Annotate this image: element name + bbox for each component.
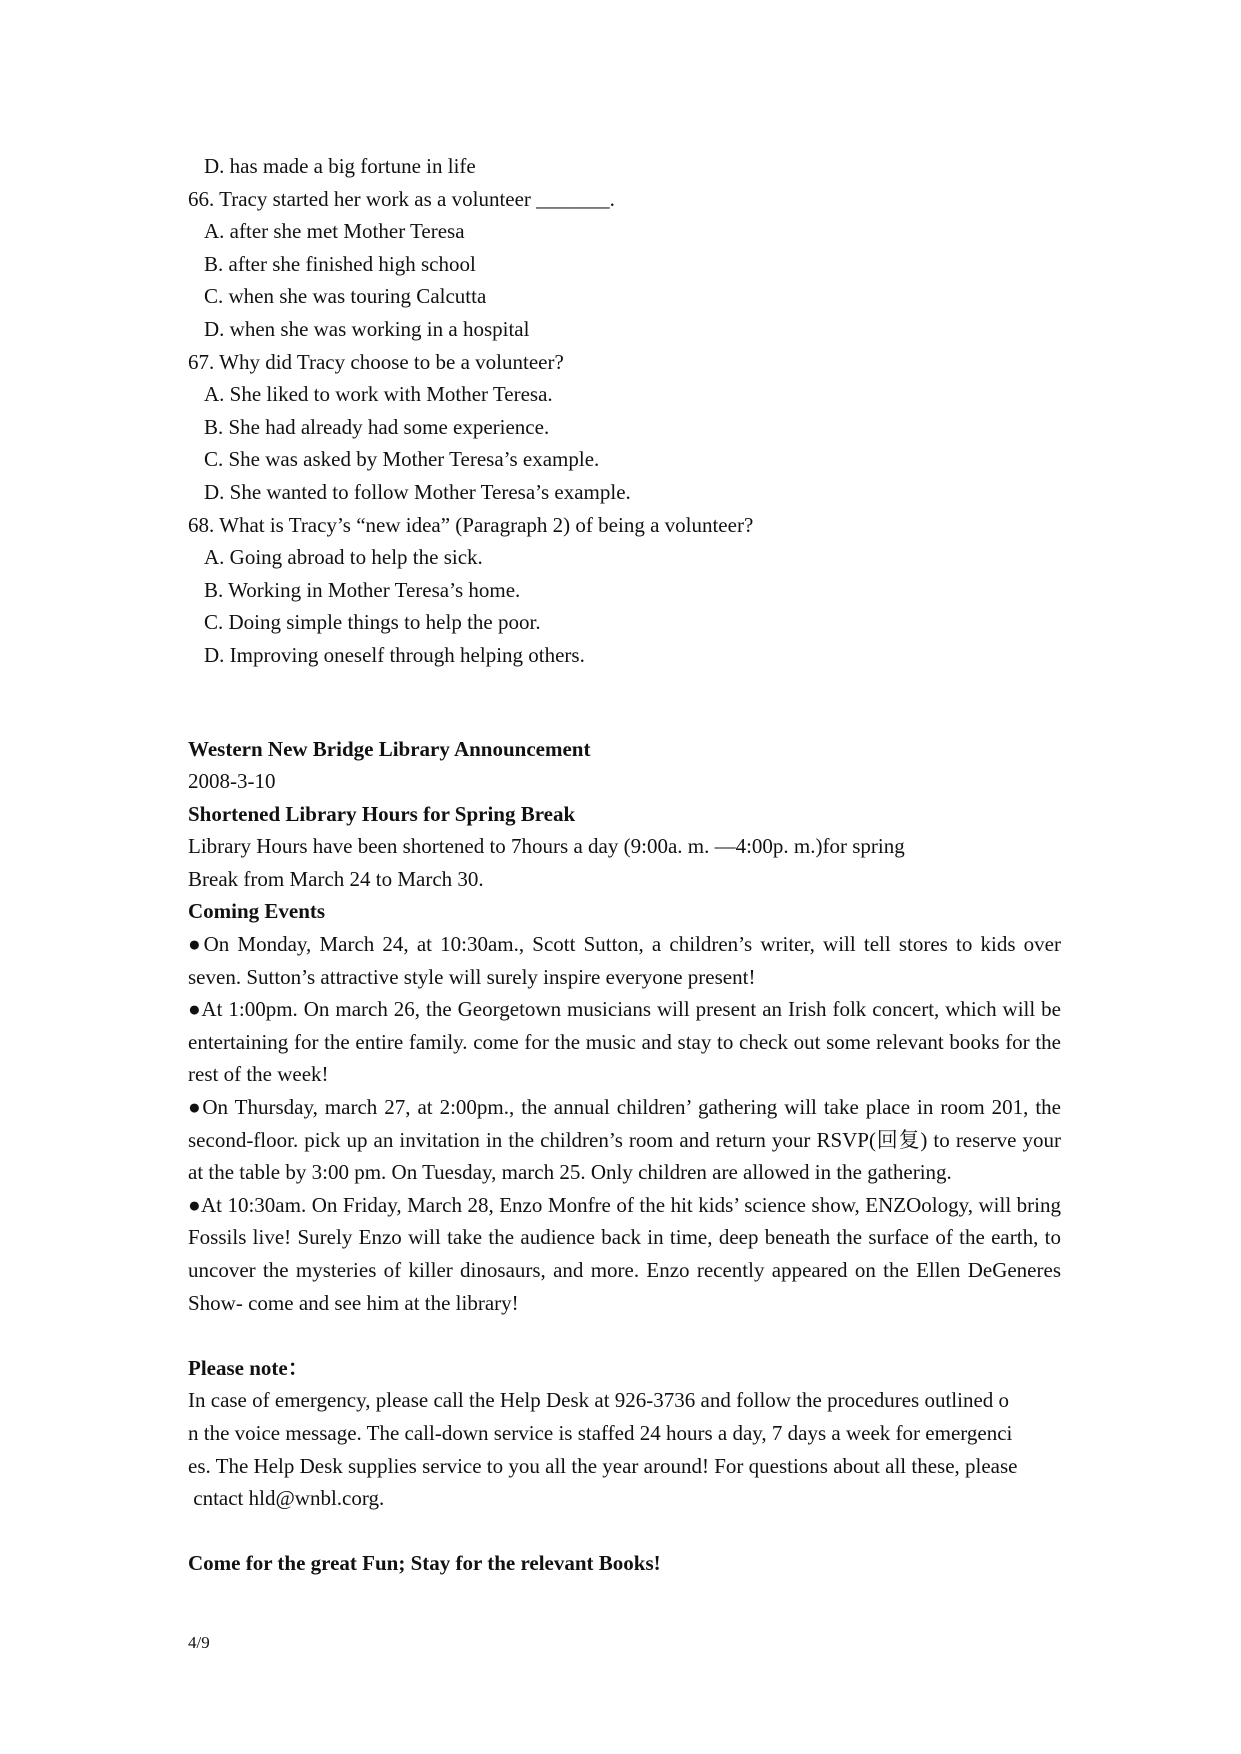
page-number: 4/9 [188,1633,210,1652]
note-line-1: In case of emergency, please call the Help Desk at 926-3736 and follow the procedures outlined o [188,1388,1010,1413]
q66-option-d: D. when she was working in a hospital [204,316,530,341]
q67-option-a: A. She liked to work with Mother Teresa. [204,382,553,407]
q68-option-d: D. Improving oneself through helping others. [204,642,585,667]
event-item: ●At 1:00pm. On march 26, the Georgetown musicians will present an Irish folk concert, which will be entertaining for the entire family. come for the music and stay to check out some relevant books for the rest of the week! [188,997,1061,1087]
q65-option-d: D. has made a big fortune in life [204,154,476,178]
q66-option-b: B. after she finished high school [204,251,476,276]
event-item: ●On Thursday, march 27, at 2:00pm., the annual children’ gathering will take place in room 201, the second-floor. pick up an invitation in the children’s room and return your RSVP(回复) to reserve your at the table by 3:00 pm. On Tuesday, march 25. Only children are allowed in the gathering. [188,1095,1061,1185]
q67-option-b: B. She had already had some experience. [204,414,550,439]
note-line-3: es. The Help Desk supplies service to you all the year around! For questions about all these, please [188,1453,1018,1478]
q66-stem: 66. Tracy started her work as a volunteer _______. [188,186,615,211]
hours-text-line-2: Break from March 24 to March 30. [188,866,484,891]
q68-option-b: B. Working in Mother Teresa’s home. [204,577,521,602]
section-spacer [188,672,1061,733]
note-line-2: n the voice message. The call-down service is staffed 24 hours a day, 7 days a week for emergenci [188,1420,1013,1445]
document-page [188,150,1061,1580]
note-line-4: cntact hld@wnbl.corg. [188,1486,385,1511]
closing-slogan: Come for the great Fun; Stay for the relevant Books! [188,1551,661,1576]
q67-stem: 67. Why did Tracy choose to be a volunteer? [188,349,564,374]
section-spacer [188,1515,1061,1548]
events-heading: Coming Events [188,899,326,924]
section-spacer [188,1319,1061,1352]
announcement-title: Western New Bridge Library Announcement [188,736,591,761]
announcement-date: 2008-3-10 [188,769,276,794]
note-heading: Please note： [188,1355,309,1380]
q66-option-c: C. when she was touring Calcutta [204,284,487,309]
hours-heading: Shortened Library Hours for Spring Break [188,801,576,826]
q67-option-c: C. She was asked by Mother Teresa’s example. [204,447,600,472]
event-item: ●On Monday, March 24, at 10:30am., Scott Sutton, a children’s writer, will tell stores to kids over seven. Sutton’s attractive style will surely inspire everyone present! [188,932,1061,989]
hours-text-line-1: Library Hours have been shortened to 7hours a day (9:00a. m. —4:00p. m.)for spring [188,834,905,859]
q66-option-a: A. after she met Mother Teresa [204,219,465,244]
q68-option-c: C. Doing simple things to help the poor. [204,610,541,635]
event-item: ●At 10:30am. On Friday, March 28, Enzo Monfre of the hit kids’ science show, ENZOology, will bring Fossils live! Surely Enzo will take the audience back in time, deep beneath the surface of the earth, to uncover the mysteries of killer dinosaurs, and more. Enzo recently appeared on the Ellen DeGeneres Show- come and see him at the library! [188,1192,1061,1315]
q68-stem: 68. What is Tracy’s “new idea” (Paragraph 2) of being a volunteer? [188,512,754,537]
q68-option-a: A. Going abroad to help the sick. [204,545,483,570]
q67-option-d: D. She wanted to follow Mother Teresa’s example. [204,479,631,504]
